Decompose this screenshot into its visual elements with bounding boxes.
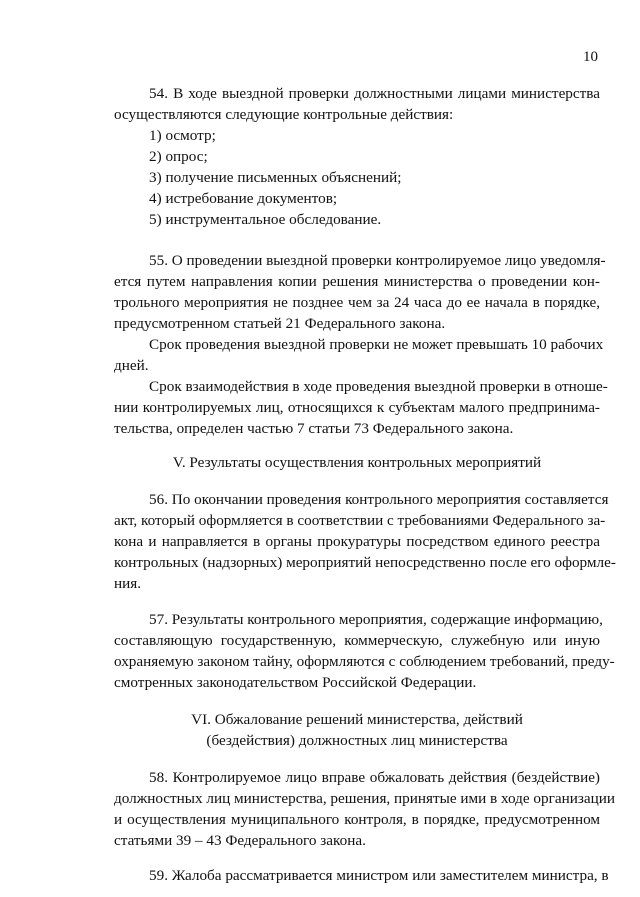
list-item: 4) истребование документов; [149,190,338,207]
text-line: 59. Жалоба рассматривается министром или заместителем министра, в [149,867,609,884]
page-number: 10 [583,49,598,65]
text-line: ния. [114,575,142,592]
text-line: контрольных (надзорных) мероприятий непосредственно после его оформле- [114,554,616,571]
text-line: должностных лиц министерства, решения, принятые ими в ходе организации [114,790,615,807]
text-line: осуществляются следующие контрольные действия: [114,106,454,123]
text-line: Срок проведения выездной проверки не может превышать 10 рабочих [149,336,604,353]
text-line: акт, который оформляется в соответствии с требованиями Федерального за- [114,512,606,529]
list-item: 3) получение письменных объяснений; [149,169,402,186]
text-line: и осуществления муниципального контроля, в порядке, предусмотренном [114,811,600,828]
list-item: 2) опрос; [149,148,208,165]
text-line: 57. Результаты контрольного мероприятия, содержащие информацию, [149,611,603,628]
text-line: 56. По окончании проведения контрольного мероприятия составляется [149,491,609,508]
heading-line: VI. Обжалование решений министерства, действий [191,711,523,728]
text-line: ется путем направления копии решения министерства о проведении кон- [114,273,600,290]
text-line: статьями 39 – 43 Федерального закона. [114,832,366,849]
text-line: Срок взаимодействия в ходе проведения выездной проверки в отноше- [149,378,608,395]
text-line: кона и направляется в органы прокуратуры посредством единого реестра [114,533,600,550]
text-line: дней. [114,357,149,374]
text-line: охраняемую законом тайну, оформляются с соблюдением требований, преду- [114,653,615,670]
text-line: составляющую государственную, коммерческую, служебную или иную [114,632,600,649]
text-line: предусмотренном статьей 21 Федерального закона. [114,315,446,332]
text-line: трольного мероприятия не позднее чем за 24 часа до ее начала в порядке, [114,294,600,311]
section-heading-v: V. Результаты осуществления контрольных мероприятий [172,454,542,471]
text-line: смотренных законодательством Российской Федерации. [114,674,477,691]
list-item: 5) инструментальное обследование. [149,211,382,228]
text-line: 54. В ходе выездной проверки должностными лицами министерства [149,85,600,102]
heading-line: (бездействия) должностных лиц министерства [206,732,508,749]
text-line: 55. О проведении выездной проверки контролируемое лицо уведомля- [149,252,606,269]
text-line: тельства, определен частью 7 статьи 73 Федерального закона. [114,420,514,437]
text-line: 58. Контролируемое лицо вправе обжаловать действия (бездействие) [149,769,600,786]
text-line: нии контролируемых лиц, относящихся к субъектам малого предпринима- [114,399,600,416]
list-item: 1) осмотр; [149,127,216,144]
